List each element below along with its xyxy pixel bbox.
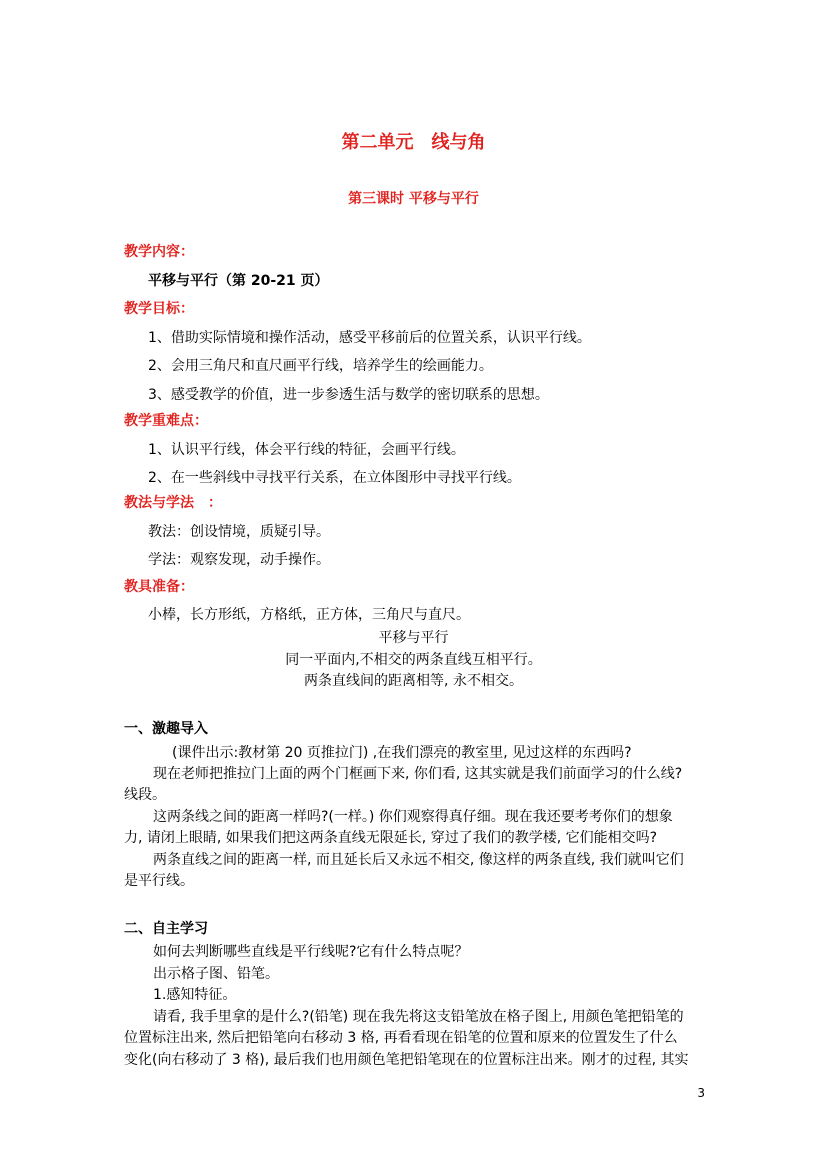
- section1-line: 现在老师把推拉门上面的两个门框画下来, 你们看, 这其实就是我们前面学习的什么线?: [153, 766, 683, 782]
- page-number: 3: [697, 1086, 705, 1100]
- key-point: 2、在一些斜线中寻找平行关系，在立体图形中寻找平行线。: [148, 470, 521, 486]
- goal-item: 3、感受教学的价值，进一步参透生活与数学的密切联系的思想。: [148, 387, 549, 403]
- section2-line: 如何去判断哪些直线是平行线呢?它有什么特点呢？: [153, 944, 469, 960]
- tools-heading: 教具准备：: [124, 579, 194, 595]
- goals-heading: 教学目标：: [124, 301, 194, 317]
- section2-line: 位置标注出来, 然后把铅笔向右移动 3 格, 再看看现在铅笔的位置和原来的位置发生了什么: [124, 1030, 678, 1046]
- content-text: 平移与平行（第 20-21 页）: [148, 273, 329, 289]
- tools-text: 小棒，长方形纸，方格纸，正方体，三角尺与直尺。: [148, 607, 470, 623]
- section1-line: (课件出示:教材第 20 页推拉门) ,在我们漂亮的教室里, 见过这样的东西吗?: [172, 745, 632, 761]
- section2-line: 请看, 我手里拿的是什么?(铅笔) 现在我先将这支铅笔放在格子图上, 用颜色笔把铅笔的: [153, 1009, 684, 1025]
- section2-heading: 二、自主学习: [124, 921, 208, 937]
- section2-line: 出示格子图、铅笔。: [153, 966, 279, 982]
- board-line: 两条直线间的距离相等, 永不相交。: [304, 673, 523, 689]
- section1-line: 线段。: [124, 787, 166, 803]
- section1-heading: 一、激趣导入: [124, 721, 208, 737]
- key-point: 1、认识平行线，体会平行线的特征，会画平行线。: [148, 442, 465, 458]
- section1-line: 这两条线之间的距离一样吗?(一样。) 你们观察得真仔细。现在我还要考考你们的想象: [153, 809, 673, 825]
- board-title: 平移与平行: [378, 630, 449, 646]
- section2-line: 变化(向右移动了 3 格), 最后我们也用颜色笔把铅笔现在的位置标注出来。刚才的过程, 其实: [124, 1052, 689, 1068]
- method-heading: 教法与学法 ：: [124, 495, 222, 511]
- section2-line: 1.感知特征。: [153, 987, 237, 1003]
- goal-item: 1、借助实际情境和操作活动，感受平移前后的位置关系，认识平行线。: [148, 330, 591, 346]
- method-item: 教法：创设情境，质疑引导。: [148, 524, 330, 540]
- key-heading: 教学重难点：: [124, 413, 208, 429]
- goal-item: 2、会用三角尺和直尺画平行线，培养学生的绘画能力。: [148, 358, 493, 374]
- unit-title: 第二单元 线与角: [341, 132, 486, 153]
- content-heading: 教学内容：: [124, 244, 194, 260]
- board-line: 同一平面内,不相交的两条直线互相平行。: [285, 652, 542, 668]
- section1-line: 是平行线。: [124, 873, 194, 889]
- section1-line: 两条直线之间的距离一样, 而且延长后又永远不相交, 像这样的两条直线, 我们就叫它们: [153, 852, 684, 868]
- method-item: 学法：观察发现，动手操作。: [148, 552, 330, 568]
- section1-line: 力, 请闭上眼睛, 如果我们把这两条直线无限延长, 穿过了我们的教学楼, 它们能相交吗?: [124, 830, 658, 846]
- lesson-title: 第三课时 平移与平行: [348, 191, 479, 207]
